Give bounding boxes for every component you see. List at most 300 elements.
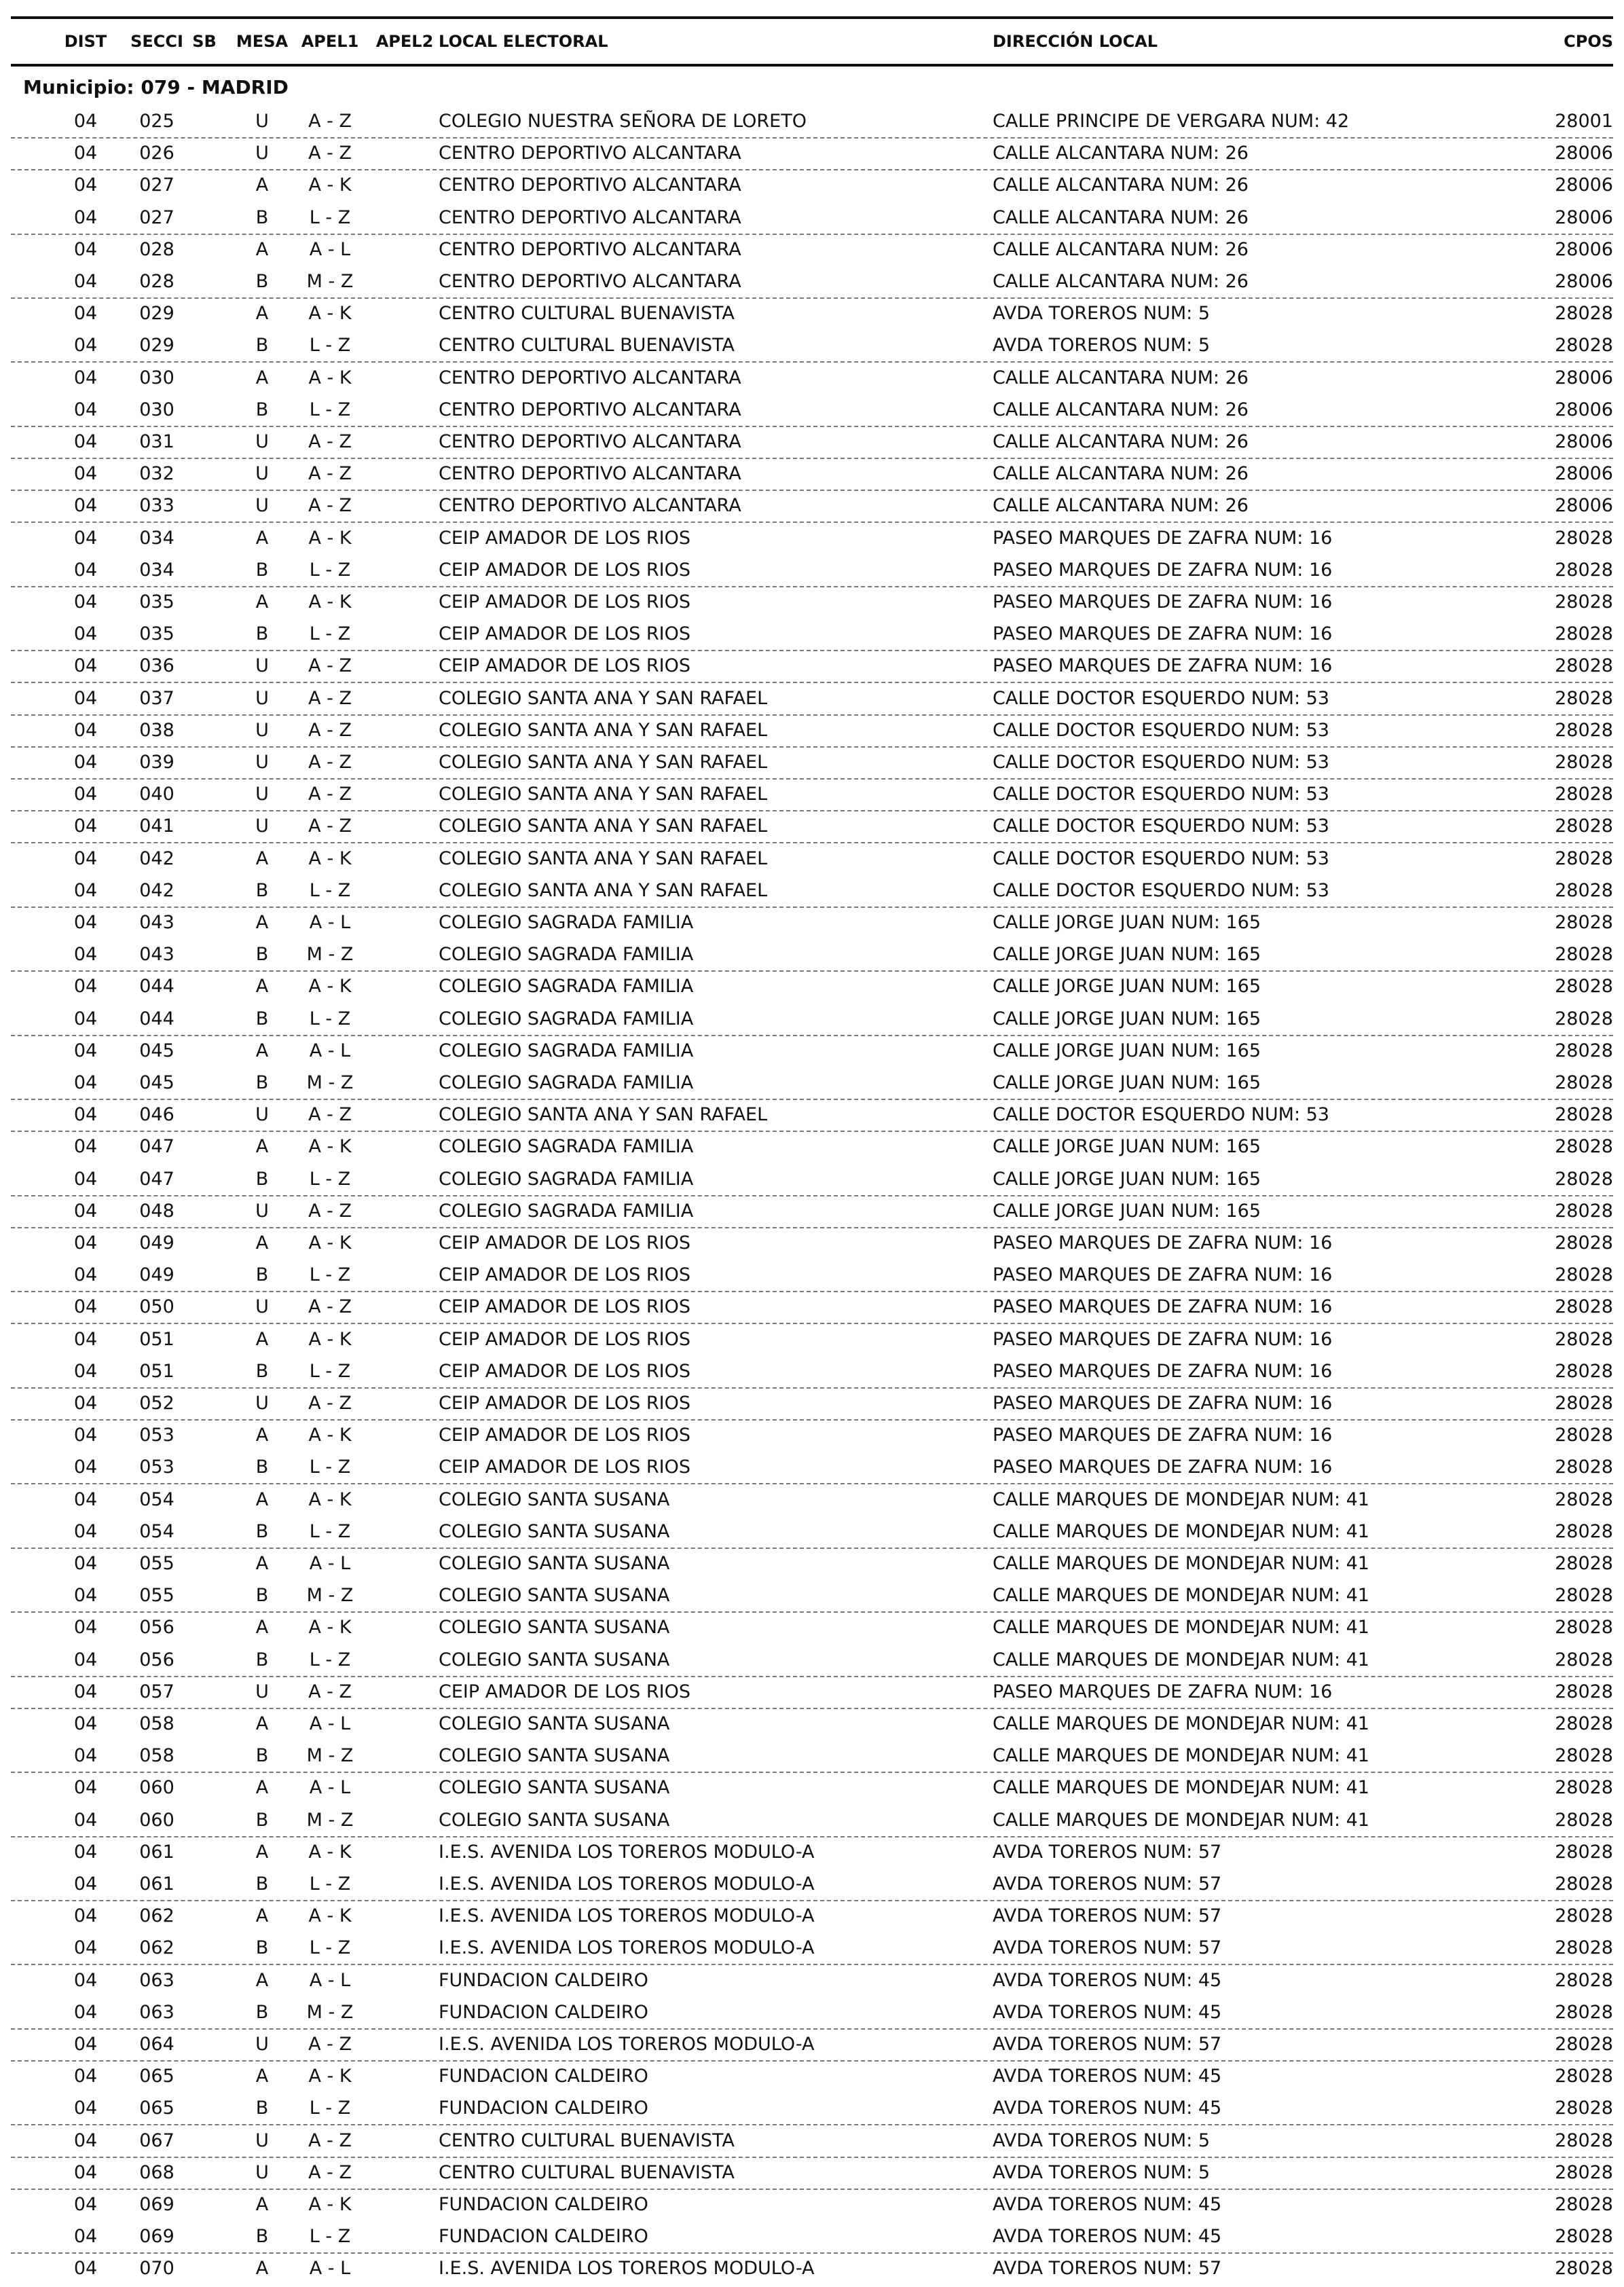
cell-direccion: CALLE DOCTOR ESQUERDO NUM: 53 xyxy=(993,784,1329,805)
cell-mesa: B xyxy=(255,1649,269,1670)
cell-secci: 061 xyxy=(139,1841,174,1863)
cell-local: I.E.S. AVENIDA LOS TOREROS MODULO-A xyxy=(439,1873,815,1895)
cell-dist: 04 xyxy=(73,1104,98,1126)
cell-apel1: A - Z xyxy=(308,752,352,773)
cell-apel1: A - K xyxy=(308,976,352,998)
cell-mesa: A xyxy=(255,591,269,612)
table-row xyxy=(11,1677,1613,1709)
cell-secci: 055 xyxy=(139,1585,174,1607)
cell-apel1: A - Z xyxy=(308,2034,352,2055)
cell-secci: 027 xyxy=(139,206,174,228)
table-row xyxy=(11,1452,1613,1484)
cell-secci: 052 xyxy=(139,1393,174,1414)
table-row xyxy=(11,1772,1613,1804)
cell-secci: 028 xyxy=(139,238,174,260)
cell-local: COLEGIO SANTA SUSANA xyxy=(439,1488,670,1510)
cell-direccion: AVDA TOREROS NUM: 5 xyxy=(993,335,1210,356)
cell-local: COLEGIO SAGRADA FAMILIA xyxy=(439,1136,694,1158)
cell-dist: 04 xyxy=(73,463,98,485)
cell-cpos: 28028 xyxy=(1555,1072,1613,1093)
cell-mesa: B xyxy=(255,1585,269,1607)
cell-mesa: U xyxy=(255,816,269,837)
cell-local: CEIP AMADOR DE LOS RIOS xyxy=(439,1264,690,1286)
table-row xyxy=(11,1292,1613,1324)
cell-local: CEIP AMADOR DE LOS RIOS xyxy=(439,559,690,581)
cell-dist: 04 xyxy=(73,1168,98,1190)
cell-direccion: CALLE DOCTOR ESQUERDO NUM: 53 xyxy=(993,847,1329,869)
cell-mesa: U xyxy=(255,1200,269,1222)
cell-dist: 04 xyxy=(73,1681,98,1702)
cell-local: FUNDACION CALDEIRO xyxy=(439,2066,648,2087)
cell-secci: 031 xyxy=(139,431,174,452)
cell-apel1: L - Z xyxy=(309,1264,351,1286)
cell-local: COLEGIO SANTA ANA Y SAN RAFAEL xyxy=(439,784,768,805)
cell-secci: 035 xyxy=(139,591,174,612)
cell-apel1: A - Z xyxy=(308,143,352,164)
cell-apel1: A - L xyxy=(309,2258,351,2280)
cell-direccion: CALLE DOCTOR ESQUERDO NUM: 53 xyxy=(993,719,1329,741)
cell-local: COLEGIO SAGRADA FAMILIA xyxy=(439,1072,694,1093)
cell-direccion: CALLE ALCANTARA NUM: 26 xyxy=(993,238,1249,260)
cell-dist: 04 xyxy=(73,399,98,420)
cell-apel1: A - Z xyxy=(308,1200,352,1222)
cell-direccion: CALLE ALCANTARA NUM: 26 xyxy=(993,271,1249,292)
cell-dist: 04 xyxy=(73,1072,98,1093)
cell-dist: 04 xyxy=(73,1809,98,1831)
cell-mesa: U xyxy=(255,111,269,132)
cell-mesa: U xyxy=(255,752,269,773)
cell-mesa: U xyxy=(255,2161,269,2183)
cell-cpos: 28028 xyxy=(1555,2066,1613,2087)
table-row xyxy=(11,1420,1613,1451)
cell-secci: 054 xyxy=(139,1520,174,1542)
cell-local: CEIP AMADOR DE LOS RIOS xyxy=(439,527,690,549)
table-row xyxy=(11,330,1613,363)
cell-local: COLEGIO SANTA ANA Y SAN RAFAEL xyxy=(439,847,768,869)
cell-dist: 04 xyxy=(73,1713,98,1734)
cell-cpos: 28028 xyxy=(1555,1393,1613,1414)
cell-mesa: U xyxy=(255,719,269,741)
table-row xyxy=(11,2221,1613,2254)
table-row xyxy=(11,2093,1613,2125)
table-row xyxy=(11,811,1613,843)
cell-secci: 055 xyxy=(139,1553,174,1574)
cell-dist: 04 xyxy=(73,206,98,228)
cell-local: COLEGIO SAGRADA FAMILIA xyxy=(439,944,694,966)
cell-mesa: U xyxy=(255,495,269,517)
cell-dist: 04 xyxy=(73,1264,98,1286)
cell-secci: 044 xyxy=(139,976,174,998)
cell-apel1: A - Z xyxy=(308,463,352,485)
cell-mesa: A xyxy=(255,303,269,325)
cell-mesa: U xyxy=(255,687,269,709)
cell-dist: 04 xyxy=(73,1360,98,1382)
cell-apel1: A - L xyxy=(309,238,351,260)
cell-apel1: A - Z xyxy=(308,2161,352,2183)
cell-cpos: 28028 xyxy=(1555,752,1613,773)
cell-dist: 04 xyxy=(73,527,98,549)
cell-local: I.E.S. AVENIDA LOS TOREROS MODULO-A xyxy=(439,1937,815,1959)
cell-secci: 063 xyxy=(139,1969,174,1991)
cell-apel1: L - Z xyxy=(309,559,351,581)
cell-local: I.E.S. AVENIDA LOS TOREROS MODULO-A xyxy=(439,2034,815,2055)
cell-dist: 04 xyxy=(73,1296,98,1318)
cell-dist: 04 xyxy=(73,1136,98,1158)
cell-dist: 04 xyxy=(73,2001,98,2023)
cell-secci: 041 xyxy=(139,816,174,837)
cell-cpos: 28028 xyxy=(1555,335,1613,356)
header-apel1: APEL1 xyxy=(301,32,359,51)
cell-direccion: AVDA TOREROS NUM: 57 xyxy=(993,1841,1222,1863)
table-row xyxy=(11,1869,1613,1901)
cell-direccion: CALLE MARQUES DE MONDEJAR NUM: 41 xyxy=(993,1649,1369,1670)
cell-dist: 04 xyxy=(73,655,98,677)
cell-apel1: A - Z xyxy=(308,1296,352,1318)
table-header xyxy=(11,26,1613,57)
cell-direccion: PASEO MARQUES DE ZAFRA NUM: 16 xyxy=(993,591,1333,612)
cell-direccion: AVDA TOREROS NUM: 57 xyxy=(993,2034,1222,2055)
cell-secci: 030 xyxy=(139,399,174,420)
cell-direccion: CALLE MARQUES DE MONDEJAR NUM: 41 xyxy=(993,1488,1369,1510)
cell-cpos: 28028 xyxy=(1555,847,1613,869)
table-row xyxy=(11,1933,1613,1965)
cell-secci: 047 xyxy=(139,1136,174,1158)
cell-local: COLEGIO SAGRADA FAMILIA xyxy=(439,912,694,933)
cell-apel1: M - Z xyxy=(306,1809,354,1831)
cell-dist: 04 xyxy=(73,1553,98,1574)
cell-apel1: A - K xyxy=(308,2194,352,2215)
cell-mesa: A xyxy=(255,1905,269,1927)
table-row xyxy=(11,426,1613,459)
cell-direccion: AVDA TOREROS NUM: 45 xyxy=(993,2098,1222,2119)
cell-mesa: B xyxy=(255,1873,269,1895)
cell-dist: 04 xyxy=(73,1457,98,1478)
cell-dist: 04 xyxy=(73,303,98,325)
cell-apel1: A - L xyxy=(309,1713,351,1734)
cell-dist: 04 xyxy=(73,559,98,581)
cell-apel1: L - Z xyxy=(309,335,351,356)
cell-cpos: 28006 xyxy=(1555,143,1613,164)
cell-secci: 065 xyxy=(139,2098,174,2119)
cell-cpos: 28006 xyxy=(1555,495,1613,517)
cell-mesa: A xyxy=(255,1553,269,1574)
table-row xyxy=(11,907,1613,938)
cell-mesa: U xyxy=(255,2034,269,2055)
table-row xyxy=(11,843,1613,875)
cell-dist: 04 xyxy=(73,238,98,260)
cell-direccion: PASEO MARQUES DE ZAFRA NUM: 16 xyxy=(993,1425,1333,1446)
cell-direccion: AVDA TOREROS NUM: 5 xyxy=(993,303,1210,325)
cell-direccion: CALLE JORGE JUAN NUM: 165 xyxy=(993,1008,1261,1029)
cell-secci: 050 xyxy=(139,1296,174,1318)
cell-apel1: A - K xyxy=(308,175,352,196)
table-row xyxy=(11,1484,1613,1516)
cell-dist: 04 xyxy=(73,1040,98,1061)
cell-local: CENTRO DEPORTIVO ALCANTARA xyxy=(439,463,741,485)
cell-direccion: CALLE JORGE JUAN NUM: 165 xyxy=(993,1168,1261,1190)
table-row xyxy=(11,2189,1613,2220)
cell-local: I.E.S. AVENIDA LOS TOREROS MODULO-A xyxy=(439,2258,815,2280)
cell-mesa: A xyxy=(255,1328,269,1350)
cell-cpos: 28028 xyxy=(1555,1520,1613,1542)
table-row xyxy=(11,1708,1613,1740)
cell-cpos: 28028 xyxy=(1555,303,1613,325)
cell-cpos: 28028 xyxy=(1555,1232,1613,1254)
cell-secci: 037 xyxy=(139,687,174,709)
cell-dist: 04 xyxy=(73,1328,98,1350)
cell-apel1: A - K xyxy=(308,527,352,549)
cell-mesa: B xyxy=(255,944,269,966)
cell-dist: 04 xyxy=(73,2161,98,2183)
cell-mesa: A xyxy=(255,1617,269,1639)
cell-secci: 026 xyxy=(139,143,174,164)
cell-local: CENTRO DEPORTIVO ALCANTARA xyxy=(439,495,741,517)
cell-mesa: U xyxy=(255,431,269,452)
cell-local: FUNDACION CALDEIRO xyxy=(439,2226,648,2248)
cell-secci: 065 xyxy=(139,2066,174,2087)
cell-mesa: B xyxy=(255,1168,269,1190)
cell-apel1: M - Z xyxy=(306,1745,354,1767)
cell-direccion: CALLE ALCANTARA NUM: 26 xyxy=(993,367,1249,388)
cell-mesa: A xyxy=(255,175,269,196)
cell-apel1: A - K xyxy=(308,1905,352,1927)
cell-direccion: CALLE DOCTOR ESQUERDO NUM: 53 xyxy=(993,752,1329,773)
cell-dist: 04 xyxy=(73,879,98,901)
cell-apel1: A - K xyxy=(308,1328,352,1350)
cell-dist: 04 xyxy=(73,2129,98,2151)
cell-cpos: 28028 xyxy=(1555,1200,1613,1222)
cell-cpos: 28028 xyxy=(1555,879,1613,901)
cell-cpos: 28028 xyxy=(1555,1841,1613,1863)
cell-mesa: U xyxy=(255,1681,269,1702)
cell-cpos: 28028 xyxy=(1555,1008,1613,1029)
cell-cpos: 28028 xyxy=(1555,1168,1613,1190)
header-direccion: DIRECCIÓN LOCAL xyxy=(993,32,1158,51)
cell-apel1: A - K xyxy=(308,847,352,869)
cell-secci: 069 xyxy=(139,2226,174,2248)
cell-direccion: CALLE DOCTOR ESQUERDO NUM: 53 xyxy=(993,816,1329,837)
cell-apel1: L - Z xyxy=(309,1360,351,1382)
cell-direccion: CALLE JORGE JUAN NUM: 165 xyxy=(993,1200,1261,1222)
cell-direccion: PASEO MARQUES DE ZAFRA NUM: 16 xyxy=(993,655,1333,677)
table-row xyxy=(11,1805,1613,1837)
top-rule xyxy=(11,16,1613,19)
cell-cpos: 28028 xyxy=(1555,784,1613,805)
cell-cpos: 28028 xyxy=(1555,2258,1613,2280)
cell-cpos: 28028 xyxy=(1555,1585,1613,1607)
cell-local: COLEGIO SAGRADA FAMILIA xyxy=(439,976,694,998)
cell-secci: 047 xyxy=(139,1168,174,1190)
cell-dist: 04 xyxy=(73,976,98,998)
cell-local: CENTRO DEPORTIVO ALCANTARA xyxy=(439,143,741,164)
cell-cpos: 28028 xyxy=(1555,1360,1613,1382)
table-row xyxy=(11,2029,1613,2062)
cell-mesa: B xyxy=(255,2226,269,2248)
cell-direccion: AVDA TOREROS NUM: 5 xyxy=(993,2129,1210,2151)
cell-dist: 04 xyxy=(73,1232,98,1254)
cell-direccion: PASEO MARQUES DE ZAFRA NUM: 16 xyxy=(993,559,1333,581)
cell-dist: 04 xyxy=(73,271,98,292)
cell-apel1: L - Z xyxy=(309,879,351,901)
cell-local: CENTRO CULTURAL BUENAVISTA xyxy=(439,335,735,356)
cell-direccion: CALLE JORGE JUAN NUM: 165 xyxy=(993,1072,1261,1093)
cell-apel1: A - Z xyxy=(308,431,352,452)
cell-direccion: CALLE ALCANTARA NUM: 26 xyxy=(993,399,1249,420)
cell-apel1: M - Z xyxy=(306,271,354,292)
cell-apel1: L - Z xyxy=(309,399,351,420)
cell-secci: 025 xyxy=(139,111,174,132)
cell-cpos: 28006 xyxy=(1555,399,1613,420)
cell-secci: 053 xyxy=(139,1425,174,1446)
cell-mesa: B xyxy=(255,399,269,420)
cell-cpos: 28028 xyxy=(1555,2129,1613,2151)
cell-secci: 070 xyxy=(139,2258,174,2280)
table-row xyxy=(11,1356,1613,1389)
cell-cpos: 28028 xyxy=(1555,944,1613,966)
cell-cpos: 28028 xyxy=(1555,623,1613,645)
cell-direccion: CALLE MARQUES DE MONDEJAR NUM: 41 xyxy=(993,1745,1369,1767)
table-row xyxy=(11,363,1613,394)
cell-mesa: U xyxy=(255,1393,269,1414)
cell-dist: 04 xyxy=(73,1488,98,1510)
cell-apel1: A - K xyxy=(308,1232,352,1254)
header-apel2: APEL2 xyxy=(375,32,434,51)
table-row xyxy=(11,1580,1613,1613)
cell-direccion: CALLE JORGE JUAN NUM: 165 xyxy=(993,1040,1261,1061)
cell-local: FUNDACION CALDEIRO xyxy=(439,1969,648,1991)
cell-direccion: CALLE DOCTOR ESQUERDO NUM: 53 xyxy=(993,687,1329,709)
cell-apel1: A - L xyxy=(309,1969,351,1991)
table-row xyxy=(11,875,1613,908)
cell-dist: 04 xyxy=(73,591,98,612)
cell-apel1: A - Z xyxy=(308,655,352,677)
cell-secci: 029 xyxy=(139,335,174,356)
cell-mesa: A xyxy=(255,367,269,388)
cell-cpos: 28028 xyxy=(1555,1104,1613,1126)
cell-direccion: PASEO MARQUES DE ZAFRA NUM: 16 xyxy=(993,1328,1333,1350)
cell-mesa: A xyxy=(255,976,269,998)
cell-local: FUNDACION CALDEIRO xyxy=(439,2001,648,2023)
cell-mesa: A xyxy=(255,527,269,549)
cell-local: CEIP AMADOR DE LOS RIOS xyxy=(439,1328,690,1350)
cell-direccion: CALLE MARQUES DE MONDEJAR NUM: 41 xyxy=(993,1553,1369,1574)
cell-cpos: 28028 xyxy=(1555,687,1613,709)
cell-direccion: AVDA TOREROS NUM: 5 xyxy=(993,2161,1210,2183)
cell-mesa: A xyxy=(255,1713,269,1734)
cell-apel1: L - Z xyxy=(309,206,351,228)
cell-direccion: PASEO MARQUES DE ZAFRA NUM: 16 xyxy=(993,1360,1333,1382)
table-row xyxy=(11,1740,1613,1773)
cell-cpos: 28028 xyxy=(1555,2001,1613,2023)
table-row xyxy=(11,619,1613,651)
cell-cpos: 28028 xyxy=(1555,1136,1613,1158)
cell-mesa: U xyxy=(255,784,269,805)
cell-local: CEIP AMADOR DE LOS RIOS xyxy=(439,623,690,645)
cell-local: COLEGIO SANTA ANA Y SAN RAFAEL xyxy=(439,1104,768,1126)
header-sb: SB xyxy=(192,32,217,51)
cell-mesa: B xyxy=(255,1520,269,1542)
cell-cpos: 28006 xyxy=(1555,271,1613,292)
cell-secci: 034 xyxy=(139,527,174,549)
cell-local: COLEGIO SANTA ANA Y SAN RAFAEL xyxy=(439,879,768,901)
cell-cpos: 28028 xyxy=(1555,2194,1613,2215)
cell-dist: 04 xyxy=(73,1617,98,1639)
cell-direccion: PASEO MARQUES DE ZAFRA NUM: 16 xyxy=(993,527,1333,549)
cell-secci: 067 xyxy=(139,2129,174,2151)
cell-direccion: AVDA TOREROS NUM: 45 xyxy=(993,2194,1222,2215)
cell-cpos: 28006 xyxy=(1555,206,1613,228)
header-rule xyxy=(11,64,1613,67)
cell-cpos: 28028 xyxy=(1555,1969,1613,1991)
cell-local: COLEGIO SAGRADA FAMILIA xyxy=(439,1168,694,1190)
cell-cpos: 28028 xyxy=(1555,976,1613,998)
cell-direccion: CALLE MARQUES DE MONDEJAR NUM: 41 xyxy=(993,1809,1369,1831)
cell-apel1: A - Z xyxy=(308,1681,352,1702)
cell-direccion: PASEO MARQUES DE ZAFRA NUM: 16 xyxy=(993,1681,1333,1702)
cell-apel1: A - Z xyxy=(308,495,352,517)
cell-direccion: PASEO MARQUES DE ZAFRA NUM: 16 xyxy=(993,1457,1333,1478)
cell-apel1: M - Z xyxy=(306,1585,354,1607)
cell-direccion: PASEO MARQUES DE ZAFRA NUM: 16 xyxy=(993,1296,1333,1318)
cell-apel1: L - Z xyxy=(309,1008,351,1029)
cell-apel1: M - Z xyxy=(306,2001,354,2023)
cell-mesa: B xyxy=(255,1809,269,1831)
table-row xyxy=(11,1260,1613,1292)
table-row xyxy=(11,1548,1613,1579)
cell-apel1: L - Z xyxy=(309,1168,351,1190)
table-row xyxy=(11,106,1613,139)
cell-cpos: 28006 xyxy=(1555,463,1613,485)
cell-local: CENTRO DEPORTIVO ALCANTARA xyxy=(439,399,741,420)
cell-secci: 051 xyxy=(139,1360,174,1382)
cell-cpos: 28028 xyxy=(1555,1296,1613,1318)
cell-cpos: 28001 xyxy=(1555,111,1613,132)
cell-dist: 04 xyxy=(73,1777,98,1799)
cell-cpos: 28028 xyxy=(1555,591,1613,612)
cell-cpos: 28028 xyxy=(1555,1264,1613,1286)
cell-direccion: CALLE ALCANTARA NUM: 26 xyxy=(993,206,1249,228)
cell-apel1: A - Z xyxy=(308,784,352,805)
cell-direccion: CALLE JORGE JUAN NUM: 165 xyxy=(993,912,1261,933)
cell-dist: 04 xyxy=(73,495,98,517)
cell-direccion: CALLE MARQUES DE MONDEJAR NUM: 41 xyxy=(993,1520,1369,1542)
cell-local: CEIP AMADOR DE LOS RIOS xyxy=(439,655,690,677)
cell-mesa: U xyxy=(255,463,269,485)
cell-dist: 04 xyxy=(73,111,98,132)
cell-apel1: A - Z xyxy=(308,1104,352,1126)
cell-secci: 062 xyxy=(139,1937,174,1959)
cell-direccion: CALLE MARQUES DE MONDEJAR NUM: 41 xyxy=(993,1777,1369,1799)
cell-cpos: 28028 xyxy=(1555,2226,1613,2248)
cell-apel1: A - Z xyxy=(308,719,352,741)
cell-direccion: PASEO MARQUES DE ZAFRA NUM: 16 xyxy=(993,1264,1333,1286)
cell-dist: 04 xyxy=(73,431,98,452)
cell-dist: 04 xyxy=(73,784,98,805)
cell-dist: 04 xyxy=(73,335,98,356)
cell-dist: 04 xyxy=(73,1969,98,1991)
cell-dist: 04 xyxy=(73,2226,98,2248)
cell-local: CEIP AMADOR DE LOS RIOS xyxy=(439,1296,690,1318)
cell-direccion: AVDA TOREROS NUM: 57 xyxy=(993,2258,1222,2280)
cell-cpos: 28028 xyxy=(1555,1040,1613,1061)
table-row xyxy=(11,1196,1613,1228)
cell-apel1: A - K xyxy=(308,1425,352,1446)
cell-cpos: 28006 xyxy=(1555,175,1613,196)
cell-local: I.E.S. AVENIDA LOS TOREROS MODULO-A xyxy=(439,1841,815,1863)
cell-direccion: CALLE JORGE JUAN NUM: 165 xyxy=(993,944,1261,966)
cell-cpos: 28028 xyxy=(1555,559,1613,581)
table-row xyxy=(11,2253,1613,2284)
